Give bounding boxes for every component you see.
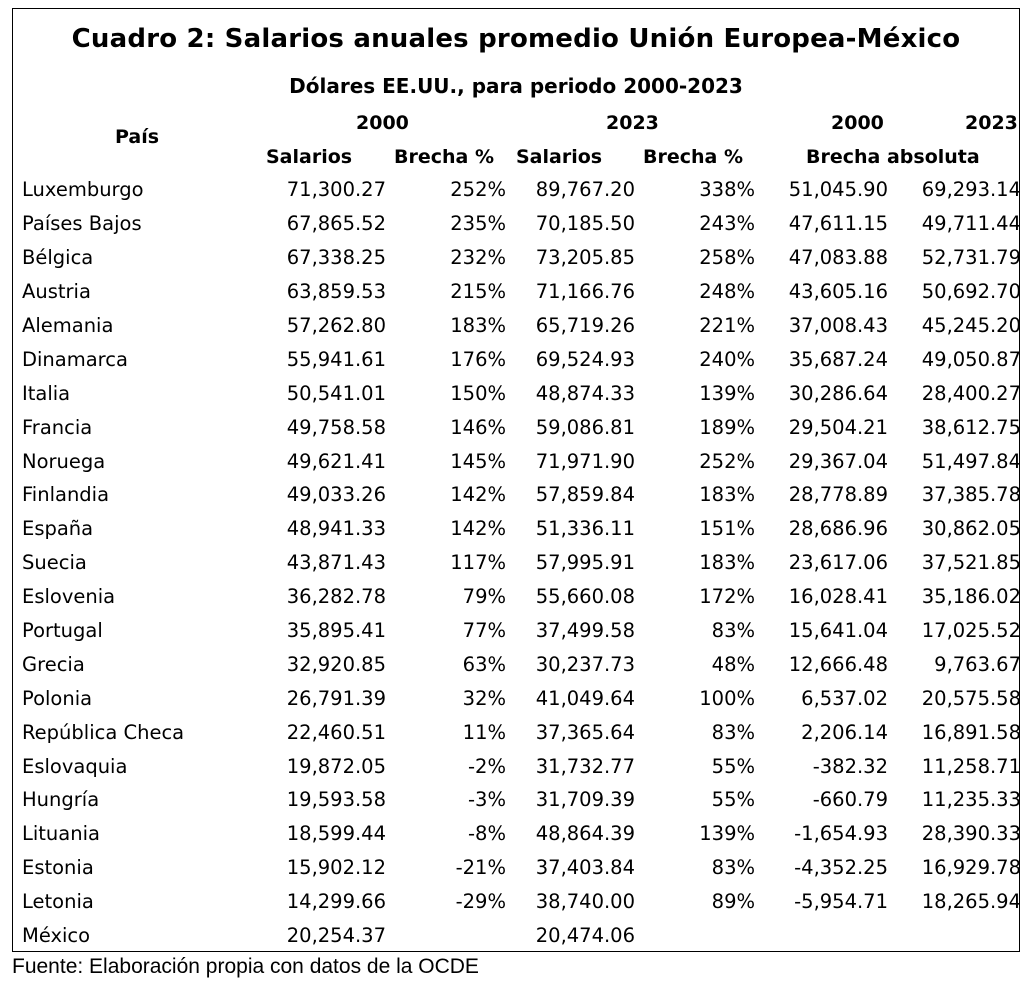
cell-abs-gap-2000: 28,778.89 bbox=[788, 483, 888, 507]
cell-abs-gap-2000: 29,367.04 bbox=[788, 449, 888, 473]
cell-salary-2023: 69,524.93 bbox=[535, 347, 635, 371]
cell-abs-gap-2000: 12,666.48 bbox=[788, 652, 888, 676]
cell-gap-pct-2023 bbox=[635, 919, 755, 953]
cell-gap-pct-2000: 176% bbox=[450, 347, 506, 371]
table-row bbox=[14, 580, 1021, 614]
cell-country: Estonia bbox=[22, 856, 94, 880]
cell-gap-pct-2023: 83% bbox=[711, 619, 755, 643]
cell-gap-pct-2023: 83% bbox=[711, 856, 755, 880]
cell-abs-gap-2023 bbox=[888, 919, 1021, 953]
cell-salary-2000: 15,902.12 bbox=[286, 856, 386, 880]
header-salaries-2023: Salarios bbox=[516, 146, 603, 168]
cell-gap-pct-2000: 32% bbox=[462, 686, 506, 710]
cell-gap-pct-2023: 338% bbox=[699, 178, 755, 202]
cell-country: Grecia bbox=[22, 652, 85, 676]
cell-salary-2000: 49,621.41 bbox=[286, 449, 386, 473]
cell-abs-gap-2000: 28,686.96 bbox=[788, 517, 888, 541]
cell-abs-gap-2000: 6,537.02 bbox=[801, 686, 888, 710]
cell-abs-gap-2000: 2,206.14 bbox=[801, 720, 888, 744]
cell-abs-gap-2023: 18,265.94 bbox=[921, 890, 1021, 914]
header-country: País bbox=[115, 126, 160, 148]
table-row bbox=[14, 715, 1021, 749]
header-year-2023: 2023 bbox=[606, 112, 659, 134]
cell-gap-pct-2000: 145% bbox=[450, 449, 506, 473]
cell-abs-gap-2000: 51,045.90 bbox=[788, 178, 888, 202]
cell-salary-2023: 57,995.91 bbox=[535, 551, 635, 575]
header-absolute-gap: Brecha absoluta bbox=[806, 146, 980, 168]
cell-gap-pct-2023: 183% bbox=[699, 483, 755, 507]
cell-country: Eslovaquia bbox=[22, 754, 128, 778]
cell-salary-2000: 26,791.39 bbox=[286, 686, 386, 710]
table-row bbox=[14, 410, 1021, 444]
cell-abs-gap-2023: 20,575.58 bbox=[921, 686, 1021, 710]
cell-salary-2000: 50,541.01 bbox=[286, 381, 386, 405]
cell-abs-gap-2023: 16,891.58 bbox=[921, 720, 1021, 744]
source-note: Fuente: Elaboración propia con datos de la OCDE bbox=[12, 955, 479, 978]
cell-abs-gap-2000: -1,654.93 bbox=[794, 822, 888, 846]
header-salaries-2000: Salarios bbox=[266, 146, 353, 168]
cell-abs-gap-2023: 28,400.27 bbox=[921, 381, 1021, 405]
cell-abs-gap-2000: 47,083.88 bbox=[788, 246, 888, 270]
cell-abs-gap-2000: 43,605.16 bbox=[788, 280, 888, 304]
cell-gap-pct-2000: 252% bbox=[450, 178, 506, 202]
cell-salary-2023: 89,767.20 bbox=[535, 178, 635, 202]
cell-country: España bbox=[22, 517, 94, 541]
header-year-2000: 2000 bbox=[356, 112, 409, 134]
header-gap-pct-2000: Brecha % bbox=[394, 146, 495, 168]
cell-gap-pct-2023: 258% bbox=[699, 246, 755, 270]
cell-abs-gap-2023: 49,711.44 bbox=[921, 212, 1021, 236]
cell-country: Hungría bbox=[22, 788, 100, 812]
cell-gap-pct-2000 bbox=[386, 919, 506, 953]
cell-country: Eslovenia bbox=[22, 585, 116, 609]
cell-salary-2023: 37,365.64 bbox=[535, 720, 635, 744]
cell-country: Países Bajos bbox=[22, 212, 142, 236]
cell-abs-gap-2023: 51,497.84 bbox=[921, 449, 1021, 473]
cell-gap-pct-2023: 221% bbox=[699, 314, 755, 337]
cell-country: República Checa bbox=[22, 720, 185, 744]
cell-abs-gap-2023: 45,245.20 bbox=[921, 314, 1021, 337]
cell-salary-2023: 31,732.77 bbox=[535, 754, 635, 778]
cell-gap-pct-2023: 100% bbox=[699, 686, 755, 710]
cell-salary-2000: 35,895.41 bbox=[286, 619, 386, 643]
cell-gap-pct-2023: 89% bbox=[711, 890, 755, 914]
cell-gap-pct-2023: 83% bbox=[711, 720, 755, 744]
table-row bbox=[14, 376, 1021, 410]
cell-gap-pct-2023: 151% bbox=[699, 517, 755, 541]
cell-country: Portugal bbox=[22, 619, 103, 643]
cell-abs-gap-2023: 35,186.02 bbox=[921, 585, 1021, 609]
cell-salary-2023: 71,971.90 bbox=[535, 449, 635, 473]
cell-abs-gap-2023: 28,390.33 bbox=[921, 822, 1021, 846]
salary-table-body bbox=[14, 173, 1021, 952]
cell-salary-2023: 65,719.26 bbox=[535, 314, 635, 337]
cell-abs-gap-2000: -5,954.71 bbox=[794, 890, 888, 914]
cell-country: Bélgica bbox=[22, 246, 94, 270]
header-gap-year-2023: 2023 bbox=[965, 112, 1018, 134]
cell-gap-pct-2023: 172% bbox=[699, 585, 755, 609]
cell-abs-gap-2000: 16,028.41 bbox=[788, 585, 888, 609]
cell-country: Austria bbox=[22, 280, 91, 304]
cell-salary-2000: 32,920.85 bbox=[286, 652, 386, 676]
table-row bbox=[14, 681, 1021, 715]
cell-salary-2000: 49,033.26 bbox=[286, 483, 386, 507]
cell-abs-gap-2000: 15,641.04 bbox=[788, 619, 888, 643]
cell-salary-2023: 37,403.84 bbox=[535, 856, 635, 880]
cell-abs-gap-2023: 30,862.05 bbox=[921, 517, 1021, 541]
cell-salary-2000: 71,300.27 bbox=[286, 178, 386, 202]
cell-gap-pct-2023: 55% bbox=[711, 754, 755, 778]
cell-gap-pct-2000: 150% bbox=[450, 381, 506, 405]
cell-salary-2023: 38,740.00 bbox=[535, 890, 635, 914]
cell-gap-pct-2000: 235% bbox=[450, 212, 506, 236]
table-row bbox=[14, 241, 1021, 275]
cell-abs-gap-2000: -4,352.25 bbox=[794, 856, 888, 880]
cell-gap-pct-2000: 215% bbox=[450, 280, 506, 304]
cell-gap-pct-2000: -2% bbox=[468, 754, 506, 778]
cell-salary-2000: 22,460.51 bbox=[286, 720, 386, 744]
cell-salary-2023: 31,709.39 bbox=[535, 788, 635, 812]
cell-gap-pct-2023: 189% bbox=[699, 415, 755, 439]
cell-gap-pct-2023: 139% bbox=[699, 822, 755, 846]
cell-gap-pct-2023: 240% bbox=[699, 347, 755, 371]
cell-gap-pct-2000: -21% bbox=[455, 856, 506, 880]
cell-country: Francia bbox=[22, 415, 93, 439]
cell-gap-pct-2023: 252% bbox=[699, 449, 755, 473]
cell-gap-pct-2000: -3% bbox=[468, 788, 506, 812]
cell-salary-2000: 48,941.33 bbox=[286, 517, 386, 541]
table-row bbox=[14, 444, 1021, 478]
cell-salary-2023: 37,499.58 bbox=[535, 619, 635, 643]
table-row bbox=[14, 512, 1021, 546]
cell-abs-gap-2023: 50,692.70 bbox=[921, 280, 1021, 304]
cell-gap-pct-2023: 55% bbox=[711, 788, 755, 812]
cell-gap-pct-2000: 117% bbox=[450, 551, 506, 575]
cell-abs-gap-2000: 37,008.43 bbox=[788, 314, 888, 337]
cell-salary-2023: 57,859.84 bbox=[535, 483, 635, 507]
cell-country: Alemania bbox=[22, 314, 114, 337]
cell-country: Finlandia bbox=[22, 483, 110, 507]
cell-abs-gap-2000: 35,687.24 bbox=[788, 347, 888, 371]
cell-abs-gap-2000: 29,504.21 bbox=[788, 415, 888, 439]
cell-country: Noruega bbox=[22, 449, 106, 473]
cell-abs-gap-2000: 30,286.64 bbox=[788, 381, 888, 405]
table-row bbox=[14, 647, 1021, 681]
table-row bbox=[14, 851, 1021, 885]
table-row bbox=[14, 546, 1021, 580]
cell-gap-pct-2000: -29% bbox=[455, 890, 506, 914]
cell-salary-2023: 20,474.06 bbox=[535, 924, 635, 948]
cell-salary-2023: 71,166.76 bbox=[535, 280, 635, 304]
cell-abs-gap-2023: 52,731.79 bbox=[921, 246, 1021, 270]
cell-salary-2000: 19,872.05 bbox=[286, 754, 386, 778]
cell-country: Polonia bbox=[22, 686, 93, 710]
cell-abs-gap-2023: 17,025.52 bbox=[921, 619, 1021, 643]
cell-abs-gap-2000 bbox=[755, 919, 888, 953]
cell-salary-2000: 19,593.58 bbox=[286, 788, 386, 812]
cell-abs-gap-2000: -660.79 bbox=[812, 788, 888, 812]
cell-abs-gap-2000: 47,611.15 bbox=[788, 212, 888, 236]
table-row bbox=[14, 207, 1021, 241]
cell-gap-pct-2000: 142% bbox=[450, 517, 506, 541]
cell-abs-gap-2023: 69,293.14 bbox=[921, 178, 1021, 202]
cell-gap-pct-2023: 243% bbox=[699, 212, 755, 236]
table-subtitle: Dólares EE.UU., para periodo 2000-2023 bbox=[289, 74, 743, 98]
cell-salary-2023: 70,185.50 bbox=[535, 212, 635, 236]
table-row bbox=[14, 749, 1021, 783]
cell-salary-2000: 20,254.37 bbox=[286, 924, 386, 948]
cell-abs-gap-2023: 11,235.33 bbox=[921, 788, 1021, 812]
cell-abs-gap-2023: 38,612.75 bbox=[921, 415, 1021, 439]
header-gap-pct-2023: Brecha % bbox=[643, 146, 744, 168]
cell-salary-2023: 41,049.64 bbox=[535, 686, 635, 710]
cell-salary-2000: 57,262.80 bbox=[286, 314, 386, 337]
table-row bbox=[14, 885, 1021, 919]
cell-gap-pct-2000: 79% bbox=[462, 585, 506, 609]
cell-gap-pct-2000: 146% bbox=[450, 415, 506, 439]
table-row bbox=[14, 614, 1021, 648]
cell-abs-gap-2000: 23,617.06 bbox=[788, 551, 888, 575]
cell-salary-2000: 67,338.25 bbox=[286, 246, 386, 270]
cell-salary-2023: 30,237.73 bbox=[535, 652, 635, 676]
cell-gap-pct-2023: 248% bbox=[699, 280, 755, 304]
cell-gap-pct-2000: 183% bbox=[450, 314, 506, 337]
table-row bbox=[14, 173, 1021, 207]
cell-gap-pct-2000: -8% bbox=[468, 822, 506, 846]
cell-salary-2000: 18,599.44 bbox=[286, 822, 386, 846]
cell-country: Luxemburgo bbox=[22, 178, 144, 202]
table-row bbox=[14, 817, 1021, 851]
cell-gap-pct-2000: 11% bbox=[462, 720, 506, 744]
table-row bbox=[14, 783, 1021, 817]
cell-salary-2000: 43,871.43 bbox=[286, 551, 386, 575]
cell-country: México bbox=[22, 924, 91, 948]
table-row bbox=[14, 309, 1021, 343]
cell-salary-2000: 49,758.58 bbox=[286, 415, 386, 439]
cell-gap-pct-2000: 77% bbox=[462, 619, 506, 643]
cell-salary-2023: 48,864.39 bbox=[535, 822, 635, 846]
cell-salary-2023: 51,336.11 bbox=[535, 517, 635, 541]
cell-salary-2023: 59,086.81 bbox=[535, 415, 635, 439]
cell-salary-2000: 55,941.61 bbox=[286, 347, 386, 371]
cell-salary-2023: 48,874.33 bbox=[535, 381, 635, 405]
cell-abs-gap-2023: 37,521.85 bbox=[921, 551, 1021, 575]
header-gap-year-2000: 2000 bbox=[831, 112, 884, 134]
cell-salary-2023: 55,660.08 bbox=[535, 585, 635, 609]
cell-abs-gap-2023: 9,763.67 bbox=[934, 652, 1021, 676]
table-title: Cuadro 2: Salarios anuales promedio Unión Europea-México bbox=[71, 24, 961, 54]
cell-abs-gap-2023: 49,050.87 bbox=[921, 347, 1021, 371]
cell-salary-2000: 63,859.53 bbox=[286, 280, 386, 304]
cell-gap-pct-2000: 232% bbox=[450, 246, 506, 270]
cell-country: Dinamarca bbox=[22, 347, 128, 371]
cell-salary-2000: 14,299.66 bbox=[286, 890, 386, 914]
table-row bbox=[14, 275, 1021, 309]
salary-table bbox=[14, 173, 1021, 952]
cell-gap-pct-2023: 139% bbox=[699, 381, 755, 405]
cell-salary-2023: 73,205.85 bbox=[535, 246, 635, 270]
cell-gap-pct-2000: 63% bbox=[462, 652, 506, 676]
cell-country: Letonia bbox=[22, 890, 94, 914]
cell-country: Italia bbox=[22, 381, 71, 405]
cell-salary-2000: 36,282.78 bbox=[286, 585, 386, 609]
table-row bbox=[14, 478, 1021, 512]
cell-abs-gap-2023: 11,258.71 bbox=[921, 754, 1021, 778]
cell-country: Suecia bbox=[22, 551, 87, 575]
cell-salary-2000: 67,865.52 bbox=[286, 212, 386, 236]
cell-gap-pct-2000: 142% bbox=[450, 483, 506, 507]
cell-gap-pct-2023: 48% bbox=[711, 652, 755, 676]
cell-abs-gap-2000: -382.32 bbox=[812, 754, 888, 778]
cell-abs-gap-2023: 37,385.78 bbox=[921, 483, 1021, 507]
table-row bbox=[14, 919, 1021, 953]
cell-abs-gap-2023: 16,929.78 bbox=[921, 856, 1021, 880]
cell-gap-pct-2023: 183% bbox=[699, 551, 755, 575]
table-row bbox=[14, 342, 1021, 376]
cell-country: Lituania bbox=[22, 822, 100, 846]
